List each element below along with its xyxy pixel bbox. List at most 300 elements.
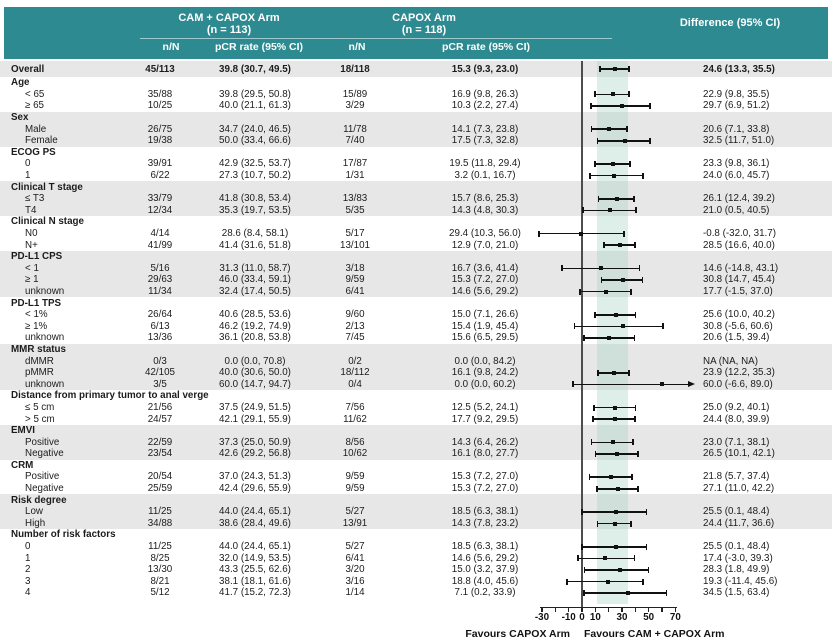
axis-tick: [555, 607, 556, 612]
arm1-nN-value: 35/88: [147, 88, 173, 100]
difference-value: 28.5 (16.6, 40.0): [703, 239, 775, 251]
arm2-nN-value: 5/17: [345, 228, 365, 240]
table-row: [0, 286, 832, 298]
arm1-nN-value: 26/75: [147, 123, 173, 135]
table-row: [0, 170, 832, 182]
arm2-pcr-value: 15.6 (6.5, 29.5): [451, 332, 519, 344]
arm2-nN-value: 6/41: [345, 285, 365, 297]
subgroup-block: [0, 77, 832, 112]
arm2-pcr-value: 15.3 (7.2, 27.0): [451, 274, 519, 286]
difference-value: 24.4 (8.0, 39.9): [703, 413, 770, 425]
axis-tick: [675, 607, 676, 612]
arm2-pcr-value: 14.3 (7.8, 23.2): [451, 517, 519, 529]
arm2-nN-value: 3/29: [345, 100, 365, 112]
table-row: [0, 263, 832, 275]
subgroup-block: [0, 251, 832, 297]
table-row: [0, 436, 832, 448]
subgroup-name: Risk degree: [11, 494, 67, 506]
table-row: [0, 518, 832, 530]
axis-tick: [648, 607, 649, 612]
difference-value: 24.4 (11.7, 36.6): [703, 517, 775, 529]
arm2-nN-value: 7/45: [345, 332, 365, 344]
axis-tick: [621, 607, 622, 612]
arm1-nN-value: 22/59: [147, 436, 173, 448]
subgroup-name: Sex: [11, 112, 29, 124]
arm2-pcr-value: 15.7 (8.6, 25.3): [451, 193, 519, 205]
subgroup-name: Number of risk factors: [11, 529, 116, 541]
arm2-nN-value: 11/62: [343, 413, 367, 425]
arm1-pcr-value: 0.0 (0.0, 70.8): [224, 355, 286, 367]
table-row: [0, 239, 832, 251]
row-label: > 5 cm: [25, 413, 55, 425]
arm1-nN-value: 13/30: [147, 564, 173, 576]
arm2-nN-value: 5/27: [345, 541, 365, 553]
favours-capox-label: Favours CAPOX Arm: [465, 628, 570, 640]
row-label: ≥ 1: [25, 274, 39, 286]
arm2-nN-value: 2/13: [345, 320, 365, 332]
arm1-nN-value: 4/14: [150, 228, 170, 240]
arm2-pcr-value: 18.5 (6.3, 38.1): [451, 541, 519, 553]
table-row: [0, 135, 832, 147]
difference-value: 27.1 (11.0, 42.2): [703, 483, 775, 495]
axis-tick-label: 70: [669, 612, 681, 623]
table-row: [0, 448, 832, 460]
arm2-nN-value: 9/59: [345, 274, 365, 286]
arm1-nN-value: 21/56: [147, 401, 173, 413]
axis-tick: [608, 607, 609, 612]
arm1-nN-value: 45/113: [145, 63, 175, 75]
arm1-pcr-value: 46.0 (33.4, 59.1): [219, 274, 291, 286]
arm1-nN-value: 11/25: [148, 506, 172, 518]
table-row: [0, 413, 832, 425]
arm2-pcr-value: 12.9 (7.0, 21.0): [451, 239, 519, 251]
subgroup-block: [0, 216, 832, 251]
arm1-pcr-value: 39.8 (29.5, 50.8): [219, 88, 291, 100]
col-header-nn-arm2: n/N: [348, 41, 366, 53]
difference-value: 30.8 (14.7, 45.4): [703, 274, 775, 286]
subgroup-name: CRM: [11, 459, 34, 471]
arm1-nN-value: 26/64: [147, 309, 173, 321]
difference-value: 17.7 (-1.5, 37.0): [703, 285, 773, 297]
subgroup-header-row: [0, 460, 832, 472]
row-label: High: [25, 517, 46, 529]
arm1-nN-value: 23/54: [147, 448, 173, 460]
arm1-nN-value: 39/91: [147, 158, 173, 170]
table-row: [0, 587, 832, 599]
axis-tick-label: -10: [561, 612, 576, 623]
arm2-nN-value: 3/18: [345, 262, 365, 274]
arm2-pcr-value: 16.1 (9.8, 24.2): [451, 367, 519, 379]
table-row: [0, 332, 832, 344]
difference-value: 29.7 (6.9, 51.2): [703, 100, 770, 112]
col-header-pcr-arm2: pCR rate (95% CI): [441, 41, 531, 53]
arm1-pcr-value: 39.8 (30.7, 49.5): [219, 63, 291, 75]
axis-tick-label: 30: [616, 612, 628, 623]
arm2-nN-value: 9/59: [345, 471, 365, 483]
arm2-pcr-value: 14.6 (5.6, 29.2): [451, 285, 519, 297]
axis-tick: [635, 607, 636, 612]
table-row: [0, 123, 832, 135]
arm1-pcr-value: 42.4 (29.6, 55.9): [219, 483, 291, 495]
subgroup-header-row: [0, 344, 832, 356]
arm2-pcr-value: 12.5 (5.2, 24.1): [451, 401, 519, 413]
difference-value: -0.8 (-32.0, 31.7): [703, 228, 776, 240]
arm2-nN-value: 9/60: [345, 309, 365, 321]
arm2-pcr-value: 15.0 (3.2, 37.9): [451, 564, 519, 576]
subgroup-name: Clinical T stage: [11, 181, 83, 193]
difference-value: 20.6 (7.1, 33.8): [703, 123, 770, 135]
subgroup-block: [0, 181, 832, 216]
difference-value: 34.5 (1.5, 63.4): [703, 587, 770, 599]
arm2-nN-value: 15/89: [342, 88, 368, 100]
arm2-pcr-value: 14.3 (4.8, 30.3): [451, 204, 519, 216]
difference-value: 23.9 (12.2, 35.3): [703, 367, 775, 379]
arm1-nN-value: 29/63: [147, 274, 173, 286]
arm1-name: CAM + CAPOX Arm: [178, 12, 280, 24]
table-row: [0, 309, 832, 321]
subgroup-block: [0, 344, 832, 390]
arm2-pcr-value: 7.1 (0.2, 33.9): [454, 587, 516, 599]
difference-value: 30.8 (-5.6, 60.6): [703, 320, 773, 332]
row-label: Overall: [11, 63, 45, 75]
arm2-nN-value: 18/112: [340, 367, 370, 379]
row-label: Negative: [25, 448, 64, 460]
difference-value: 17.4 (-3.0, 39.3): [703, 552, 773, 564]
arm2-pcr-value: 18.5 (6.3, 38.1): [451, 506, 519, 518]
table-row: [0, 471, 832, 483]
difference-value: 14.6 (-14.8, 43.1): [703, 262, 779, 274]
arm1-nN-value: 34/88: [147, 517, 173, 529]
arm2-nN-value: 7/40: [345, 135, 365, 147]
row-label: N+: [25, 239, 38, 251]
header-divider-line: [140, 38, 612, 39]
table-row: [0, 506, 832, 518]
difference-value: 25.5 (0.1, 48.4): [703, 541, 770, 553]
row-label: ≤ T3: [25, 193, 45, 205]
arm1-pcr-value: 43.3 (25.5, 62.6): [219, 564, 291, 576]
row-label: 2: [25, 564, 31, 576]
arm1-nN-value: 11/25: [148, 541, 172, 553]
difference-value: 21.8 (5.7, 37.4): [703, 471, 770, 483]
axis-tick: [595, 607, 596, 612]
arm1-nN-value: 3/5: [153, 378, 167, 390]
arm1-pcr-value: 40.6 (28.5, 53.6): [219, 309, 291, 321]
table-row: [0, 89, 832, 101]
arm2-nN-value: 10/62: [342, 448, 368, 460]
difference-value: 24.6 (13.3, 35.5): [703, 63, 775, 75]
arm1-pcr-value: 27.3 (10.7, 50.2): [219, 170, 291, 182]
table-row: [0, 483, 832, 495]
table-row: [0, 158, 832, 170]
arm1-pcr-value: 42.6 (29.2, 56.8): [219, 448, 291, 460]
arm1-pcr-value: 41.4 (31.6, 51.8): [219, 239, 291, 251]
row-label: 4: [25, 587, 31, 599]
arm2-n: (n = 118): [401, 24, 447, 36]
subgroup-block: [0, 529, 832, 599]
arm1-pcr-value: 40.0 (30.6, 50.0): [219, 367, 291, 379]
table-row: [0, 228, 832, 240]
arm2-nN-value: 1/31: [345, 170, 365, 182]
arm1-nN-value: 5/16: [150, 262, 170, 274]
arm2-pcr-value: 15.4 (1.9, 45.4): [451, 320, 519, 332]
arm2-nN-value: 1/14: [345, 587, 365, 599]
difference-value: 25.5 (0.1, 48.4): [703, 506, 770, 518]
arm1-nN-value: 24/57: [147, 413, 173, 425]
arm1-pcr-value: 37.0 (24.3, 51.3): [219, 471, 291, 483]
row-label: T4: [25, 204, 37, 216]
subgroup-name: PD-L1 CPS: [11, 251, 63, 263]
arm1-nN-value: 19/38: [147, 135, 173, 147]
row-label: unknown: [25, 378, 65, 390]
subgroup-name: Distance from primary tumor to anal verge: [11, 390, 209, 402]
arm1-nN-value: 41/99: [147, 239, 173, 251]
arm2-name: CAPOX Arm: [392, 12, 456, 24]
arm1-pcr-value: 32.4 (17.4, 50.5): [219, 285, 291, 297]
arm2-nN-value: 9/59: [345, 483, 365, 495]
column-header-band: [4, 7, 828, 59]
table-row: [0, 193, 832, 205]
arm2-nN-value: 8/56: [345, 436, 365, 448]
arm2-pcr-value: 0.0 (0.0, 60.2): [454, 378, 516, 390]
arm2-pcr-value: 15.3 (9.3, 23.0): [451, 63, 519, 75]
axis-tick: [581, 607, 582, 612]
subgroup-block: [0, 425, 832, 460]
subgroup-header-row: [0, 181, 832, 193]
subgroup-block: [0, 297, 832, 343]
row-label: Positive: [25, 471, 60, 483]
arm1-nN-value: 0/3: [153, 355, 167, 367]
difference-value: 23.0 (7.1, 38.1): [703, 436, 770, 448]
table-row: [0, 355, 832, 367]
difference-value: 25.6 (10.0, 40.2): [703, 309, 775, 321]
arm2-nN-value: 3/16: [345, 575, 365, 587]
arm2-pcr-value: 14.6 (5.6, 29.2): [451, 552, 519, 564]
arm1-pcr-value: 38.6 (28.4, 49.6): [219, 517, 291, 529]
difference-value: 24.0 (6.0, 45.7): [703, 170, 770, 182]
table-row: [0, 367, 832, 379]
subgroup-header-row: [0, 77, 832, 89]
subgroup-name: ECOG PS: [11, 146, 56, 158]
difference-value: 22.9 (9.8, 35.5): [703, 88, 770, 100]
row-label: Negative: [25, 483, 64, 495]
row-label: 3: [25, 575, 31, 587]
arm1-nN-value: 6/22: [150, 170, 170, 182]
arm1-pcr-value: 38.1 (18.1, 61.6): [219, 575, 291, 587]
arm1-pcr-value: 34.7 (24.0, 46.5): [219, 123, 291, 135]
table-row: [0, 552, 832, 564]
row-label: dMMR: [25, 355, 54, 367]
subgroup-header-row: [0, 297, 832, 309]
arm1-pcr-value: 42.1 (29.1, 55.9): [219, 413, 291, 425]
axis-tick-label: 50: [643, 612, 655, 623]
row-label: < 65: [25, 88, 45, 100]
row-label: Positive: [25, 436, 60, 448]
row-label: 0: [25, 541, 31, 553]
arm1-nN-value: 20/54: [147, 471, 173, 483]
table-row: [0, 576, 832, 588]
arm1-nN-value: 8/21: [150, 575, 170, 587]
table-row: [0, 320, 832, 332]
subgroup-header-row: [0, 494, 832, 506]
subgroup-header-row: [0, 216, 832, 228]
subgroup-header-row: [0, 147, 832, 159]
arm2-nN-value: 5/35: [345, 204, 365, 216]
difference-column-header: Difference (95% CI): [679, 17, 781, 29]
arm2-pcr-value: 18.8 (4.0, 45.6): [451, 575, 519, 587]
arm2-nN-value: 17/87: [342, 158, 368, 170]
arm2-pcr-value: 14.1 (7.3, 23.8): [451, 123, 519, 135]
arm1-pcr-value: 44.0 (24.4, 65.1): [219, 506, 291, 518]
difference-value: 60.0 (-6.6, 89.0): [703, 378, 773, 390]
difference-value: NA (NA, NA): [703, 355, 758, 367]
arm1-nN-value: 6/13: [150, 320, 170, 332]
arm1-pcr-value: 28.6 (8.4, 58.1): [221, 228, 289, 240]
row-label: ≤ 5 cm: [25, 401, 55, 413]
subgroup-name: Age: [11, 77, 30, 89]
table-row: [0, 378, 832, 390]
arm2-pcr-value: 14.3 (6.4, 26.2): [451, 436, 519, 448]
table-row: [0, 61, 832, 77]
subgroup-block: [0, 494, 832, 529]
subgroup-block: [0, 61, 832, 77]
arm1-pcr-value: 32.0 (14.9, 53.5): [219, 552, 291, 564]
arm2-pcr-value: 17.7 (9.2, 29.5): [451, 413, 519, 425]
row-label: 0: [25, 158, 31, 170]
subgroup-header-row: [0, 112, 832, 124]
difference-value: 32.5 (11.7, 51.0): [703, 135, 775, 147]
arm1-pcr-value: 36.1 (20.8, 53.8): [219, 332, 291, 344]
row-label: unknown: [25, 285, 65, 297]
arm2-pcr-value: 15.3 (7.2, 27.0): [451, 471, 519, 483]
arm1-pcr-value: 41.8 (30.8, 53.4): [219, 193, 291, 205]
arm2-nN-value: 0/4: [348, 378, 362, 390]
axis-tick: [661, 607, 662, 612]
subgroup-table: [0, 61, 832, 599]
arm2-nN-value: 13/83: [342, 193, 368, 205]
favours-cam-capox-label: Favours CAM + CAPOX Arm: [584, 628, 725, 640]
arm2-pcr-value: 16.9 (9.8, 26.3): [451, 88, 519, 100]
arm2-nN-value: 13/101: [340, 239, 370, 251]
difference-value: 28.3 (1.8, 49.9): [703, 564, 770, 576]
subgroup-name: Clinical N stage: [11, 216, 84, 228]
row-label: pMMR: [25, 367, 54, 379]
col-header-pcr-arm1: pCR rate (95% CI): [214, 41, 304, 53]
arm2-pcr-value: 10.3 (2.2, 27.4): [451, 100, 519, 112]
arm2-nN-value: 5/27: [345, 506, 365, 518]
axis-tick: [541, 607, 542, 612]
arm2-pcr-value: 0.0 (0.0, 84.2): [454, 355, 516, 367]
arm2-nN-value: 6/41: [345, 552, 365, 564]
row-label: < 1%: [25, 309, 48, 321]
arm2-nN-value: 0/2: [348, 355, 362, 367]
arm1-n: (n = 113): [206, 24, 252, 36]
arm1-nN-value: 13/36: [147, 332, 173, 344]
row-label: Low: [25, 506, 43, 518]
arm1-pcr-value: 60.0 (14.7, 94.7): [219, 378, 291, 390]
arm1-nN-value: 8/25: [150, 552, 170, 564]
subgroup-header-row: [0, 425, 832, 437]
arm1-nN-value: 10/25: [147, 100, 173, 112]
arm2-nN-value: 3/20: [345, 564, 365, 576]
arm2-pcr-value: 19.5 (11.8, 29.4): [449, 158, 521, 170]
table-row: [0, 274, 832, 286]
subgroup-name: PD-L1 TPS: [11, 297, 62, 309]
arm2-pcr-value: 15.0 (7.1, 26.6): [451, 309, 519, 321]
difference-value: 21.0 (0.5, 40.5): [703, 204, 770, 216]
row-label: Male: [25, 123, 47, 135]
subgroup-block: [0, 112, 832, 147]
difference-value: 25.0 (9.2, 40.1): [703, 401, 770, 413]
arm2-pcr-value: 16.1 (8.0, 27.7): [451, 448, 519, 460]
arm1-nN-value: 12/34: [147, 204, 173, 216]
subgroup-header-row: [0, 529, 832, 541]
row-label: ≥ 1%: [25, 320, 48, 332]
axis-tick-label: -30: [534, 612, 550, 623]
arm1-nN-value: 11/34: [148, 285, 172, 297]
subgroup-block: [0, 460, 832, 495]
subgroup-block: [0, 390, 832, 425]
arm1-pcr-value: 50.0 (33.4, 66.6): [219, 135, 291, 147]
table-row: [0, 205, 832, 217]
arm1-nN-value: 33/79: [147, 193, 173, 205]
arm2-pcr-value: 3.2 (0.1, 16.7): [454, 170, 516, 182]
arm1-pcr-value: 37.3 (25.0, 50.9): [219, 436, 291, 448]
arm2-pcr-value: 15.3 (7.2, 27.0): [451, 483, 519, 495]
arm1-pcr-value: 37.5 (24.9, 51.5): [219, 401, 291, 413]
arm2-nN-value: 7/56: [345, 401, 365, 413]
arm1-nN-value: 42/105: [145, 367, 175, 379]
arm1-nN-value: 5/12: [150, 587, 170, 599]
subgroup-header-row: [0, 390, 832, 402]
arm2-nN-value: 11/78: [343, 123, 367, 135]
subgroup-name: MMR status: [11, 343, 66, 355]
axis-tick: [568, 607, 569, 612]
arm1-pcr-value: 46.2 (19.2, 74.9): [219, 320, 291, 332]
arm1-pcr-value: 40.0 (21.1, 61.3): [219, 100, 291, 112]
row-label: 1: [25, 170, 31, 182]
axis-tick-label: 0: [579, 612, 585, 623]
table-row: [0, 402, 832, 414]
table-row: [0, 100, 832, 112]
arm2-pcr-value: 17.5 (7.3, 32.8): [451, 135, 519, 147]
arm1-pcr-value: 35.3 (19.7, 53.5): [219, 204, 291, 216]
arm2-nN-value: 13/91: [342, 517, 368, 529]
arm2-pcr-value: 29.4 (10.3, 56.0): [449, 228, 521, 240]
arm1-pcr-value: 42.9 (32.5, 53.7): [219, 158, 291, 170]
arm1-nN-value: 25/59: [147, 483, 173, 495]
arm2-nN-value: 18/118: [340, 63, 370, 75]
table-row: [0, 541, 832, 553]
difference-value: 23.3 (9.8, 36.1): [703, 158, 770, 170]
subgroup-header-row: [0, 251, 832, 263]
arm1-pcr-value: 44.0 (24.4, 65.1): [219, 541, 291, 553]
row-label: 1: [25, 552, 31, 564]
row-label: N0: [25, 228, 38, 240]
subgroup-block: [0, 147, 832, 182]
row-label: ≥ 65: [25, 100, 44, 112]
row-label: unknown: [25, 332, 65, 344]
row-label: < 1: [25, 262, 39, 274]
col-header-nn-arm1: n/N: [162, 41, 180, 53]
axis-tick-label: 10: [589, 612, 601, 623]
difference-value: 20.6 (1.5, 39.4): [703, 332, 770, 344]
difference-value: 26.5 (10.1, 42.1): [703, 448, 775, 460]
subgroup-name: EMVI: [11, 425, 35, 437]
arm1-pcr-value: 41.7 (15.2, 72.3): [219, 587, 291, 599]
row-label: Female: [25, 135, 58, 147]
arm2-pcr-value: 16.7 (3.6, 41.4): [451, 262, 519, 274]
difference-value: 26.1 (12.4, 39.2): [703, 193, 775, 205]
